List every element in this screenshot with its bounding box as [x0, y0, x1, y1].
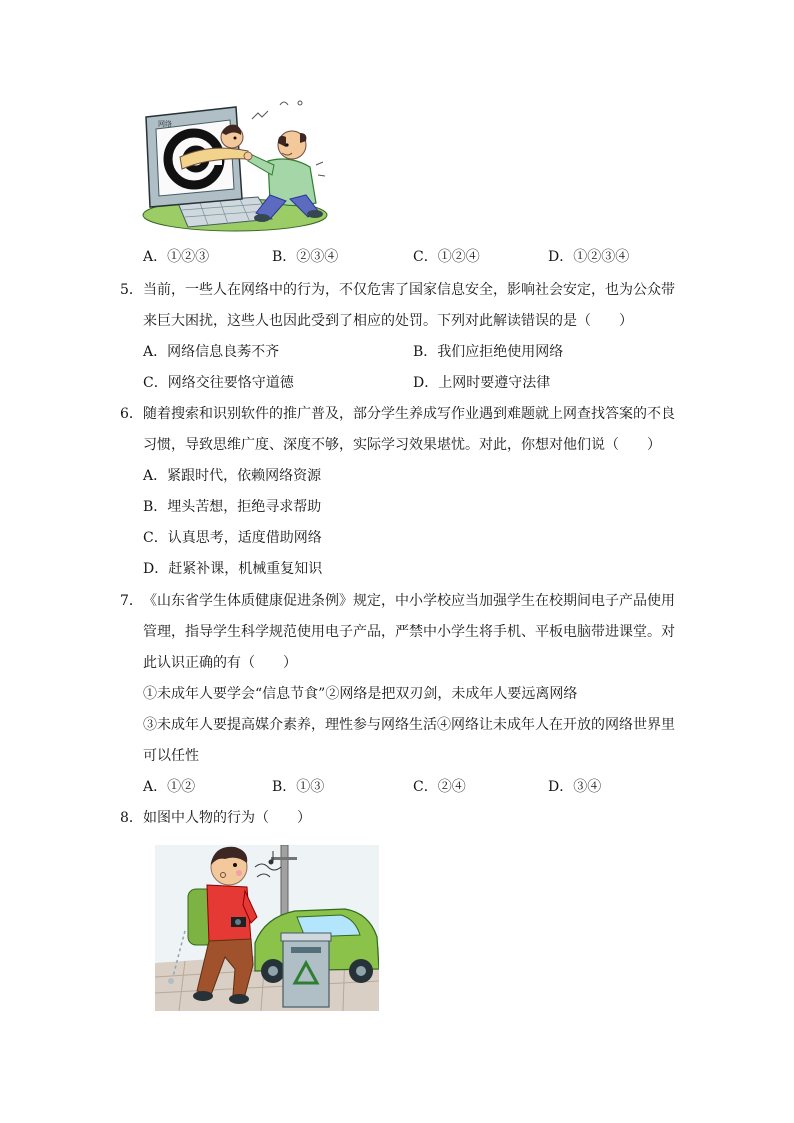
q6-stem-line-1: 随着搜索和识别软件的推广普及，部分学生养成写作业遇到难题就上网查找答案的不良 [143, 406, 675, 422]
q7-stem-line-2: 管理，指导学生科学规范使用电子产品，严禁中小学生将手机、平板电脑带进课堂。对 [143, 624, 675, 640]
q7-number: 7． [120, 593, 143, 609]
q4-option-a: A．①②③ [143, 249, 210, 265]
q7-stem-line-1: 《山东省学生体质健康促进条例》规定，中小学校应当加强学生在校期间电子产品使用 [143, 593, 675, 609]
q4-option-c: C．①②④ [413, 249, 480, 265]
q8-stem-line-1: 如图中人物的行为（ ） [143, 810, 311, 826]
internet-cartoon-illustration [140, 95, 330, 233]
q5-number: 5． [120, 282, 143, 298]
q6-option-d: D．赶紧补课，机械重复知识 [143, 561, 323, 577]
q7-option-a: A．①② [143, 779, 196, 795]
q6-option-a: A．紧跟时代，依赖网络资源 [143, 468, 322, 484]
q4-option-b: B．②③④ [272, 249, 339, 265]
q6-option-b: B．埋头苦想，拒绝寻求帮助 [143, 499, 322, 515]
q8-number: 8． [120, 810, 143, 826]
q7-stem-line-3: 此认识正确的有（ ） [143, 655, 297, 671]
q4-option-d: D．①②③④ [548, 249, 630, 265]
trash-bin [281, 933, 331, 1007]
q7-option-b: B．①③ [272, 779, 325, 795]
q7-statement-line-3: 可以任性 [143, 748, 199, 764]
q5-option-d: D．上网时要遵守法律 [413, 375, 551, 391]
monitor-label: 网络 [158, 120, 172, 128]
q5-option-a: A．网络信息良莠不齐 [143, 344, 280, 360]
q6-number: 6． [120, 406, 143, 422]
q5-stem-line-1: 当前，一些人在网络中的行为，不仅危害了国家信息安全，影响社会安定，也为公众带 [143, 282, 675, 298]
q7-option-d: D．③④ [548, 779, 602, 795]
q6-option-c: C．认真思考，适度借助网络 [143, 530, 322, 546]
q7-option-c: C．②④ [413, 779, 466, 795]
q6-stem-line-2: 习惯，导致思维广度、深度不够，实际学习效果堪忧。对此，你想对他们说（ ） [143, 437, 661, 453]
q5-stem-line-2: 来巨大困扰，这些人也因此受到了相应的处罚。下列对此解读错误的是（ ） [143, 313, 633, 329]
q7-statement-line-2: ③未成年人要提高媒介素养，理性参与网络生活④网络让未成年人在开放的网络世界里 [143, 717, 675, 733]
boy-spitting-illustration [155, 845, 379, 1011]
q5-option-b: B．我们应拒绝使用网络 [413, 344, 564, 360]
q5-option-c: C．网络交往要恪守道德 [143, 375, 294, 391]
q7-statement-line-1: ①未成年人要学会“信息节食”②网络是把双刃剑，未成年人要远离网络 [143, 686, 578, 702]
